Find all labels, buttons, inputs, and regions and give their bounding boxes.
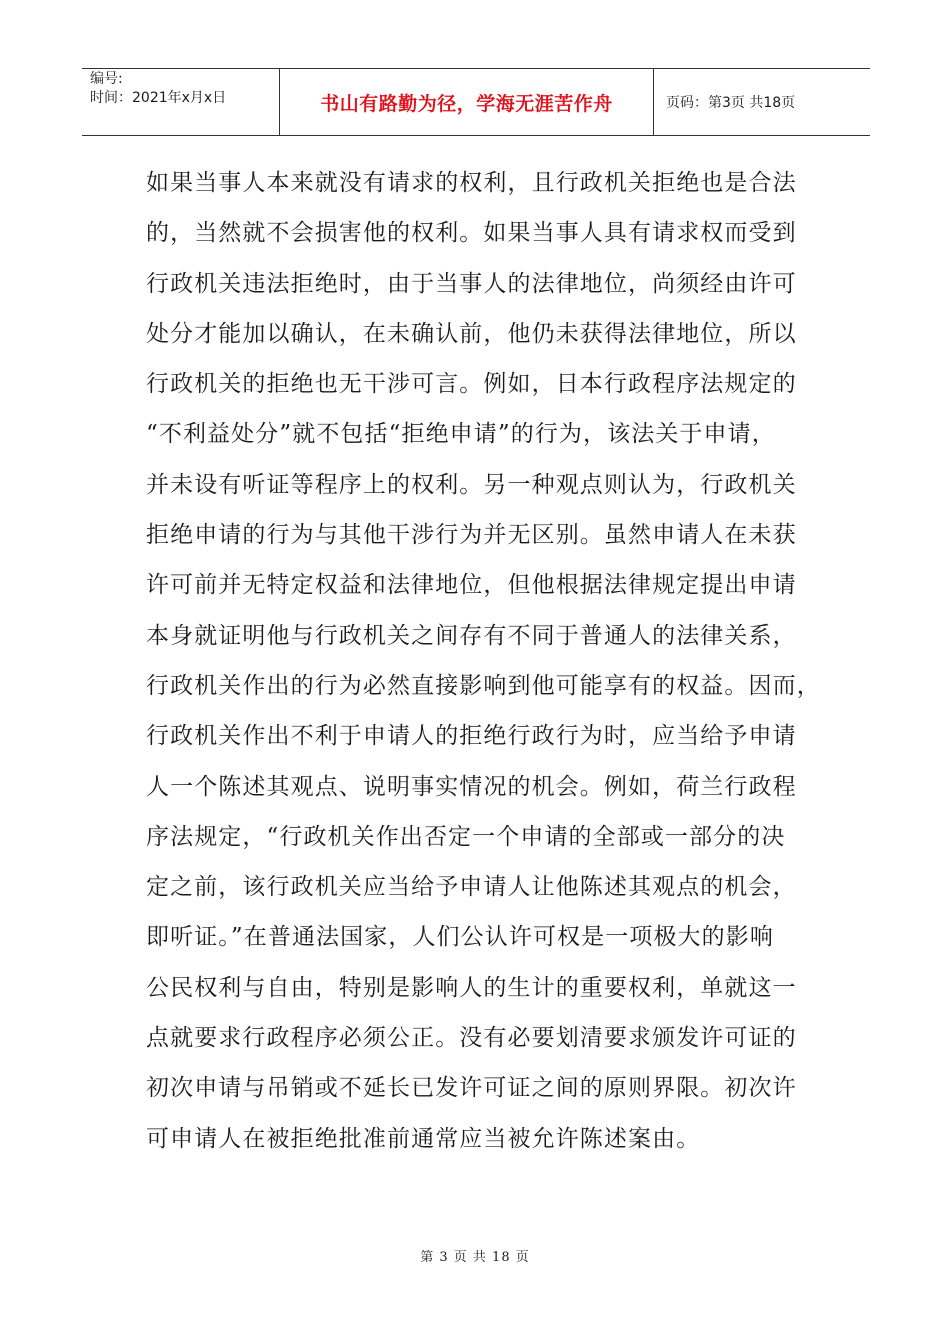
body-line: 的，当然就不会损害他的权利。如果当事人具有请求权而受到 xyxy=(146,220,797,247)
body-line: 许可前并无特定权益和法律地位，但他根据法律规定提出申请 xyxy=(146,572,797,599)
body-line: 即听证。”在普通法国家，人们公认许可权是一项极大的影响 xyxy=(146,924,774,951)
body-line: 行政机关作出的行为必然直接影响到他可能享有的权益。因而， xyxy=(146,672,821,699)
body-line: 人一个陈述其观点、说明事实情况的机会。例如，荷兰行政程 xyxy=(146,773,797,800)
body-line: 处分才能加以确认，在未确认前，他仍未获得法律地位，所以 xyxy=(146,320,797,347)
body-line: 可申请人在被拒绝批准前通常应当被允许陈述案由。 xyxy=(146,1125,701,1152)
body-line: 初次申请与吊销或不延长已发许可证之间的原则界限。初次许 xyxy=(146,1075,797,1102)
body-line: 并未设有听证等程序上的权利。另一种观点则认为，行政机关 xyxy=(146,471,797,498)
body-line: 行政机关违法拒绝时，由于当事人的法律地位，尚须经由许可 xyxy=(146,270,797,297)
document-body xyxy=(146,158,821,1164)
body-line: 本身就证明他与行政机关之间存有不同于普通人的法律关系， xyxy=(146,622,797,649)
body-line: 行政机关作出不利于申请人的拒绝行政行为时，应当给予申请 xyxy=(146,723,797,750)
body-line: “不利益处分”就不包括“拒绝申请”的行为，该法关于申请， xyxy=(146,421,776,448)
body-line: 序法规定，“行政机关作出否定一个申请的全部或一部分的决 xyxy=(146,823,786,850)
document-number-label: 编号: xyxy=(90,71,123,87)
body-line: 如果当事人本来就没有请求的权利，且行政机关拒绝也是合法 xyxy=(146,170,797,196)
header-page-number: 页码：第3页 共18页 xyxy=(666,95,796,111)
page-header xyxy=(82,68,870,136)
header-meta xyxy=(82,69,280,135)
body-line: 点就要求行政程序必须公正。没有必要划清要求颁发许可证的 xyxy=(146,1025,797,1052)
document-date: 时间：2021年x月x日 xyxy=(90,90,227,106)
body-line: 拒绝申请的行为与其他干涉行为并无区别。虽然申请人在未获 xyxy=(146,522,797,549)
header-motto: 书山有路勤为径，学海无涯苦作舟 xyxy=(280,69,654,135)
page-footer: 第 3 页 共 18 页 xyxy=(420,1250,530,1265)
body-line: 定之前，该行政机关应当给予申请人让他陈述其观点的机会， xyxy=(146,874,797,901)
body-line: 公民权利与自由，特别是影响人的生计的重要权利，单就这一 xyxy=(146,974,797,1001)
body-line: 行政机关的拒绝也无干涉可言。例如，日本行政程序法规定的 xyxy=(146,371,797,398)
